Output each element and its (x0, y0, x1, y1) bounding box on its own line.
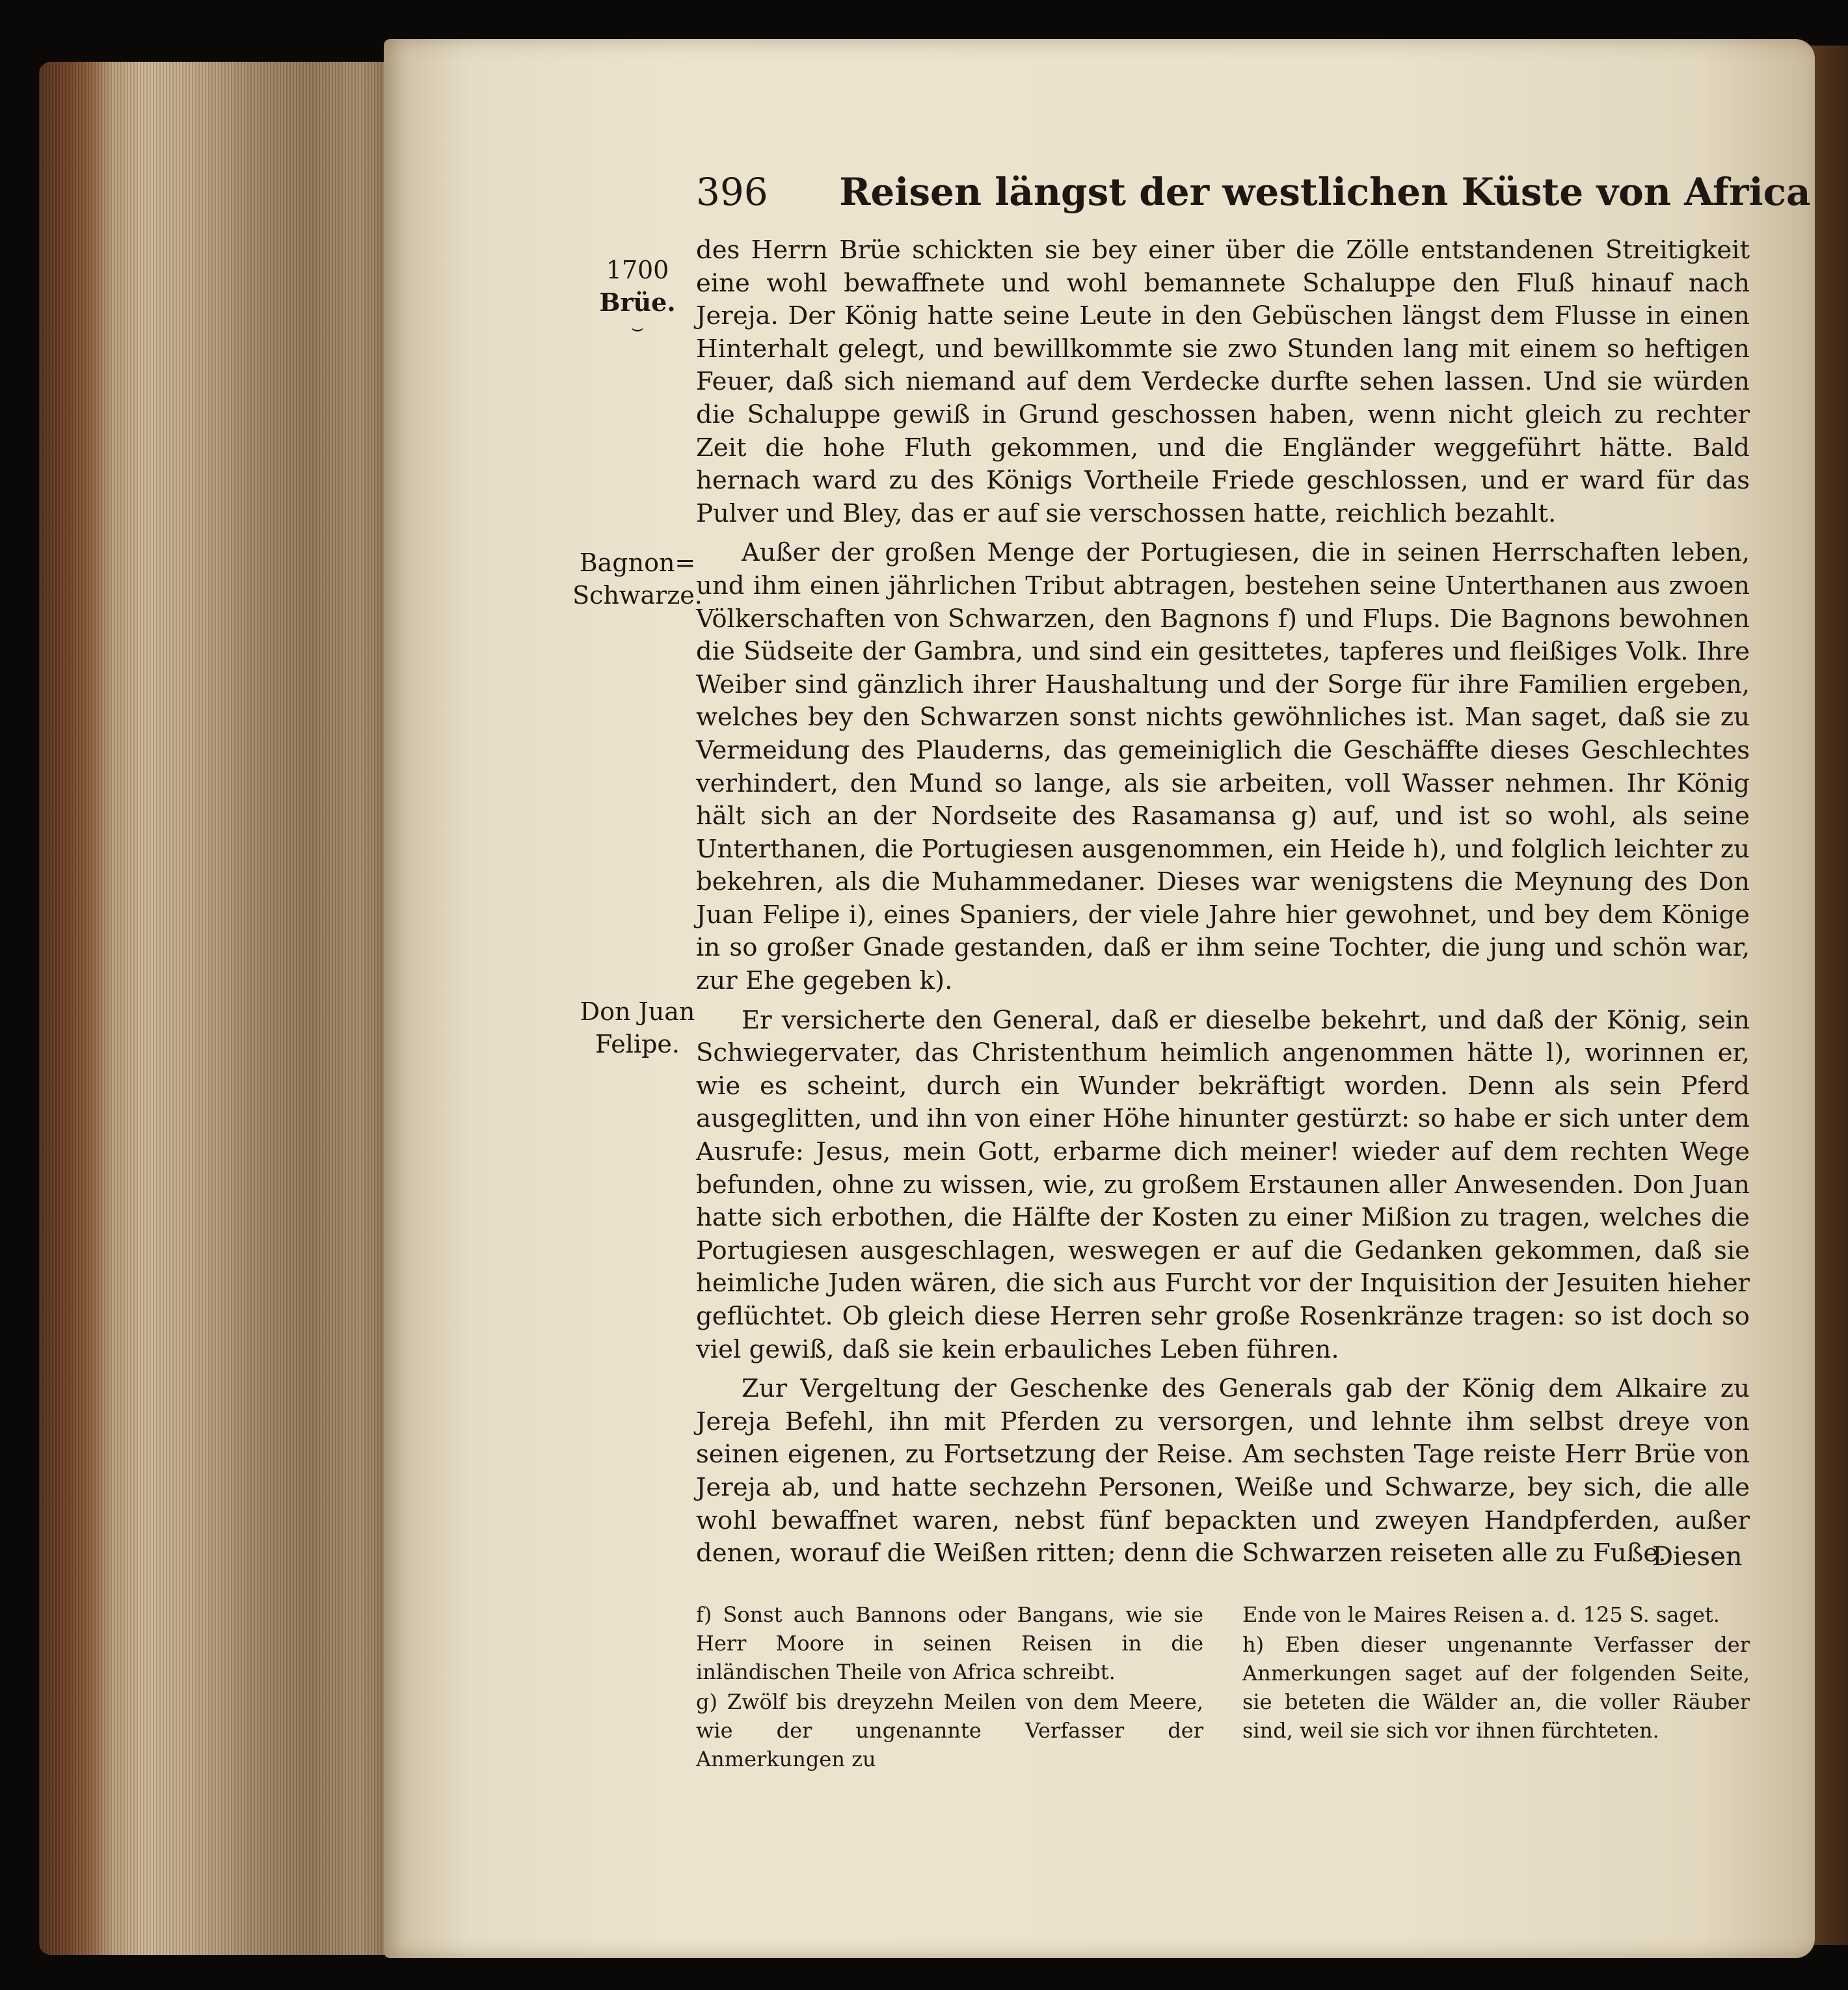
margin-note-line: Schwarze. (572, 581, 703, 610)
paragraph: Er versicherte den General, daß er dieselbe bekehrt, und daß der König, sein Schwiegervater, das Christenthum heimlich angenommen hätte l), worinnen er, wie es scheint, durch ein Wunder bekräftigt worden. Denn als sein Pferd ausgeglitten, und ihn von einer Höhe hinunter gestürzt: so habe er sich unter dem Ausrufe: Jesus, mein Gott, erbarme dich meiner! wieder auf dem rechten Wege befunden, ohne zu wissen, wie, zu großem Erstaunen aller Anwesenden. Don Juan hatte sich erbothen, die Hälfte der Kosten zu einer Mißion zu tragen, welches die Portugiesen ausgeschlagen, weswegen er auf die Gedanken gekommen, daß sie heimliche Juden wären, die sich aus Furcht vor der Inquisition der Jesuiten hieher geflüchtet. Ob gleich diese Herren sehr große Rosenkränze tragen: so ist doch so viel gewiß, daß sie kein erbauliches Leben führen. (696, 1005, 1750, 1364)
margin-name: Brüe. (599, 288, 676, 317)
margin-note-year (559, 254, 716, 338)
book-page (384, 39, 1815, 1958)
footnote: g) Zwölf bis dreyzehn Meilen von dem Meere, wie der ungenannte Verfasser der Anmerkungen zu (696, 1689, 1203, 1771)
paragraph: Außer der großen Menge der Portugiesen, die in seinen Herrschaften leben, und ihm einen jährlichen Tribut abtragen, bestehen seine Unterthanen aus zwoen Völkerschaften von Schwarzen, den Bagnons f) und Flups. Die Bagnons bewohnen die Südseite der Gambra, und sind ein gesittetes, tapferes und fleißiges Volk. Ihre Weiber sind gänzlich ihrer Haushaltung und der Sorge für ihre Familien ergeben, welches bey den Schwarzen sonst nichts gewöhnliches ist. Man saget, daß sie zu Vermeidung des Plauderns, das gemeiniglich die Geschäffte dieses Geschlechtes verhindert, den Mund so lange, als sie arbeiten, voll Wasser nehmen. Ihr König hält sich an der Nordseite des Rasamansa g) auf, und ist so wohl, als seine Unterthanen, die Portugiesen ausgenommen, ein Heide h), und folglich leichter zu bekehren, als die Muhammedaner. Dieses war wenigstens die Meynung des Don Juan Felipe i), eines Spaniers, der viele Jahre hier gewohnet, und bey dem Könige in so großer Gnade gestanden, daß er ihm seine Tochter, die jung und schön war, zur Ehe gegeben k). (696, 538, 1750, 996)
book-page-edges (39, 62, 403, 1955)
paragraph: des Herrn Brüe schickten sie bey einer über die Zölle entstandenen Streitigkeit eine wohl bewaffnete und wohl bemannete Schaluppe den Fluß hinauf nach Jereja. Der König hatte seine Leute in den Gebüschen längst dem Flusse in einen Hinterhalt gelegt, und bewillkommte sie zwo Stunden lang mit einem so heftigen Feuer, daß sich niemand auf dem Verdecke durfte sehen lassen. Und sie würden die Schaluppe gewiß in Grund geschossen haben, wenn nicht gleich zu rechter Zeit die hohe Fluth gekommen, und die Engländer weggeführt hätte. Bald hernach ward zu des Königs Vortheile Friede geschlossen, und er ward für das Pulver und Bley, das er auf sie verschossen hatte, reichlich bezahlt. (696, 235, 1750, 528)
footnotes-left-column (696, 1600, 1203, 1775)
footnotes (696, 1600, 1750, 1775)
page-content (384, 39, 1815, 1958)
footnotes-right-column (1242, 1600, 1750, 1775)
margin-note-line: Bagnon= (579, 548, 696, 577)
footnote: Ende von le Maires Reisen a. d. 125 S. saget. (1242, 1602, 1720, 1627)
page-header (696, 163, 1848, 221)
margin-note-bagnon (559, 546, 716, 612)
margin-flourish: ⌣ (631, 317, 644, 340)
main-text (696, 234, 1750, 1577)
running-title: Reisen längst der westlichen Küste von Africa (839, 170, 1811, 214)
page-number: 396 (696, 170, 768, 214)
footnote: h) Eben dieser ungenannte Verfasser der Anmerkungen saget auf der folgenden Seite, sie beteten die Wälder an, die voller Räuber sind, weil sie sich vor ihnen fürchteten. (1242, 1632, 1750, 1743)
margin-note-line: Felipe. (595, 1030, 680, 1058)
footnote: f) Sonst auch Bannons oder Bangans, wie sie Herr Moore in seinen Reisen in die inländischen Theile von Africa schreibt. (696, 1602, 1203, 1684)
catchword: Diesen (1652, 1542, 1743, 1572)
paragraph: Zur Vergeltung der Geschenke des Generals gab der König dem Alkaire zu Jereja Befehl, ihn mit Pferden zu versorgen, und lehnte ihm selbst dreye von seinen eigenen, zu Fortsetzung der Reise. Am sechsten Tage reiste Herr Brüe von Jereja ab, und hatte sechzehn Personen, Weiße und Schwarze, bey sich, die alle wohl bewaffnet waren, nebst fünf bepackten und zweyen Handpferden, außer denen, worauf die Weißen ritten; denn die Schwarzen reiseten alle zu Fuße. (696, 1374, 1750, 1568)
margin-year: 1700 (606, 256, 669, 284)
margin-note-line: Don Juan (580, 997, 695, 1026)
margin-note-don-juan (559, 995, 716, 1060)
